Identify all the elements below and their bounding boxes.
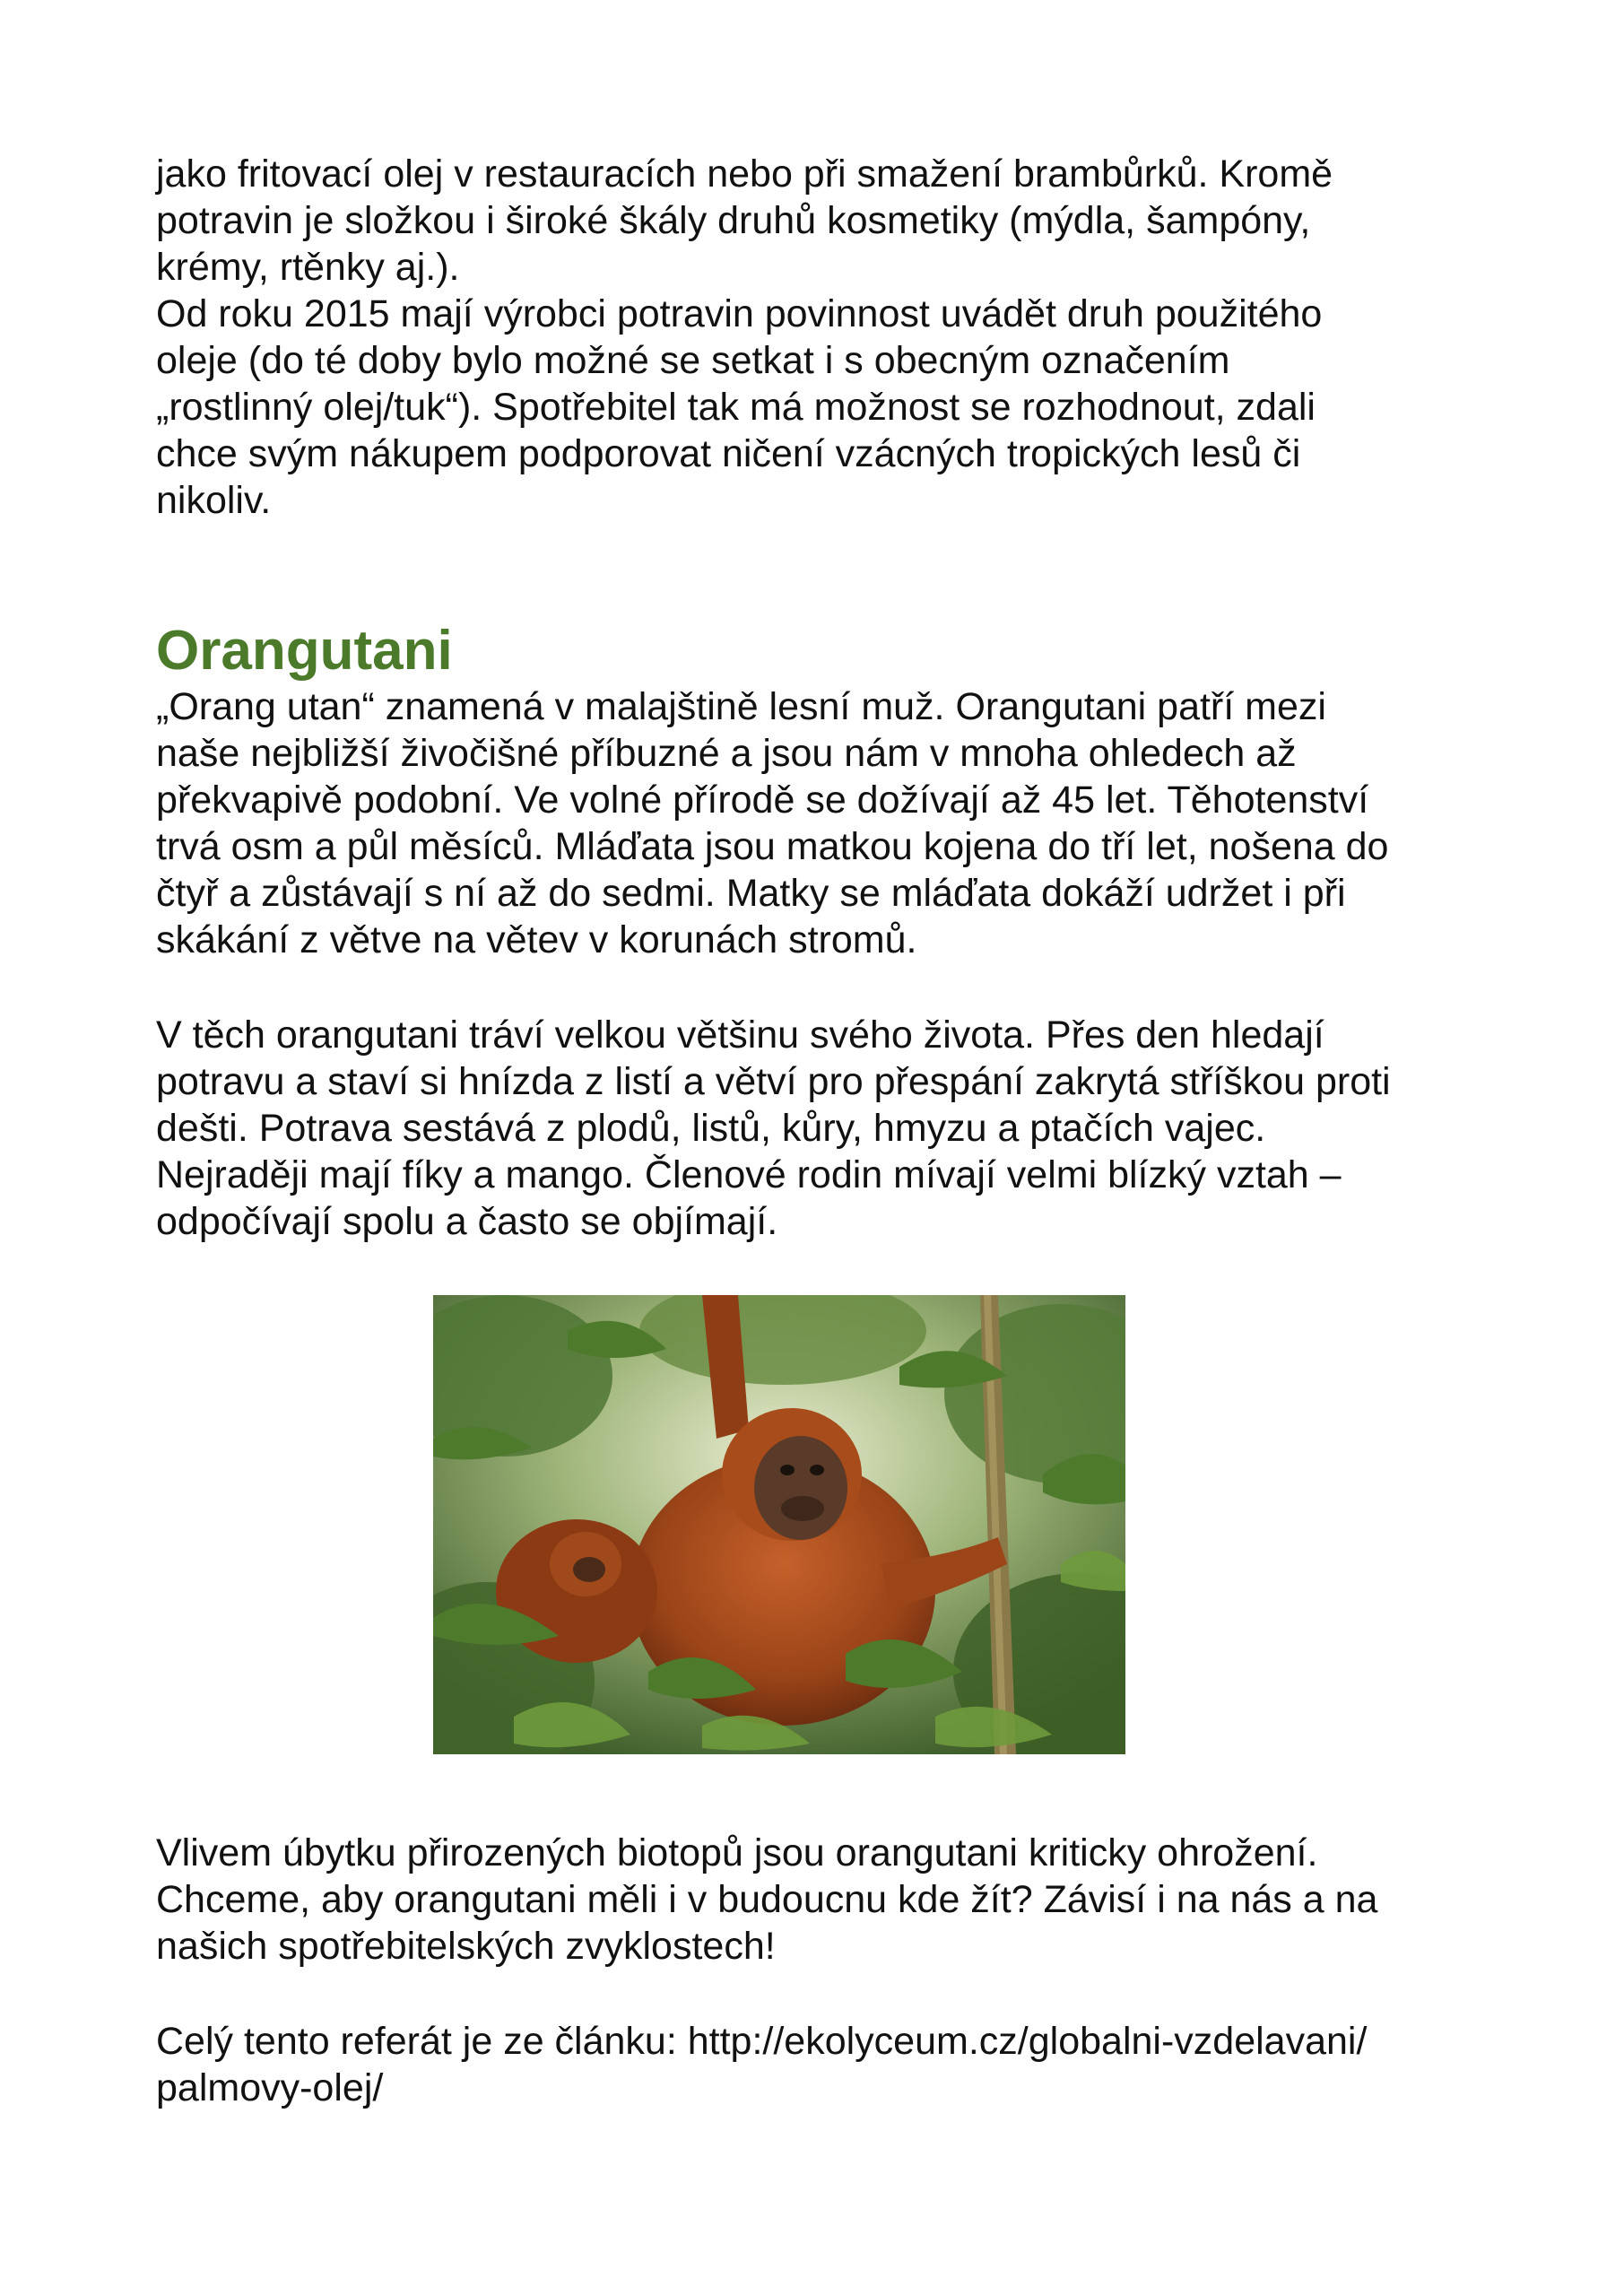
closing-line: Vlivem úbytku přirozených biotopů jsou orangutani kriticky ohrožení. bbox=[156, 1831, 1318, 1874]
paragraph-line: překvapivě podobní. Ve volné přírodě se dožívají až 45 let. Těhotenství bbox=[156, 778, 1369, 822]
paragraph-line: Nejraději mají fíky a mango. Členové rodin mívají velmi blízký vztah – bbox=[156, 1153, 1342, 1196]
paragraph-line: skákání z větve na větev v korunách stromů. bbox=[156, 918, 917, 961]
orangutan-paragraph-2 bbox=[156, 1012, 1391, 1245]
source-paragraph bbox=[156, 2018, 1367, 2111]
intro-line: potravin je složkou i široké škály druhů kosmetiky (mýdla, šampóny, bbox=[156, 199, 1311, 242]
closing-paragraph bbox=[156, 1830, 1377, 1970]
intro-line: oleje (do té doby bylo možné se setkat i s obecným označením bbox=[156, 339, 1230, 382]
intro-line: Od roku 2015 mají výrobci potravin povinnost uvádět druh použitého bbox=[156, 292, 1323, 335]
intro-paragraph bbox=[156, 151, 1519, 524]
paragraph-line: dešti. Potrava sestává z plodů, listů, kůry, hmyzu a ptačích vajec. bbox=[156, 1107, 1266, 1150]
source-line: Celý tento referát je ze článku: http://ekolyceum.cz/globalni-vzdelavani/ bbox=[156, 2020, 1368, 2063]
paragraph-line: potravu a staví si hnízda z listí a větví pro přespání zakrytá stříškou proti bbox=[156, 1060, 1391, 1103]
paragraph-line: V těch orangutani tráví velkou většinu svého života. Přes den hledají bbox=[156, 1013, 1324, 1057]
paragraph-line: trvá osm a půl měsíců. Mláďata jsou matkou kojena do tří let, nošena do bbox=[156, 825, 1389, 868]
paragraph-line: čtyř a zůstávají s ní až do sedmi. Matky se mláďata dokáží udržet i při bbox=[156, 872, 1346, 915]
closing-line: Chceme, aby orangutani měli i v budoucnu kde žít? Závisí i na nás a na bbox=[156, 1878, 1378, 1921]
paragraph-line: naše nejbližší živočišné příbuzné a jsou nám v mnoha ohledech až bbox=[156, 732, 1297, 775]
orangutan-photo bbox=[433, 1295, 1125, 1754]
intro-line: nikoliv. bbox=[156, 479, 272, 522]
intro-line: chce svým nákupem podporovat ničení vzácných tropických lesů či bbox=[156, 432, 1301, 475]
orangutan-paragraph-1 bbox=[156, 683, 1388, 963]
intro-line: jako fritovací olej v restauracích nebo při smažení brambůrků. Kromě bbox=[156, 152, 1333, 196]
source-line: palmovy-olej/ bbox=[156, 2066, 384, 2109]
paragraph-line: „Orang utan“ znamená v malajštině lesní muž. Orangutani patří mezi bbox=[156, 685, 1326, 728]
section-title: Orangutani bbox=[156, 620, 453, 682]
intro-line: krémy, rtěnky aj.). bbox=[156, 246, 460, 289]
closing-line: našich spotřebitelských zvyklostech! bbox=[156, 1925, 776, 1968]
intro-line: „rostlinný olej/tuk“). Spotřebitel tak má možnost se rozhodnout, zdali bbox=[156, 386, 1316, 429]
paragraph-line: odpočívají spolu a často se objímají. bbox=[156, 1200, 778, 1243]
